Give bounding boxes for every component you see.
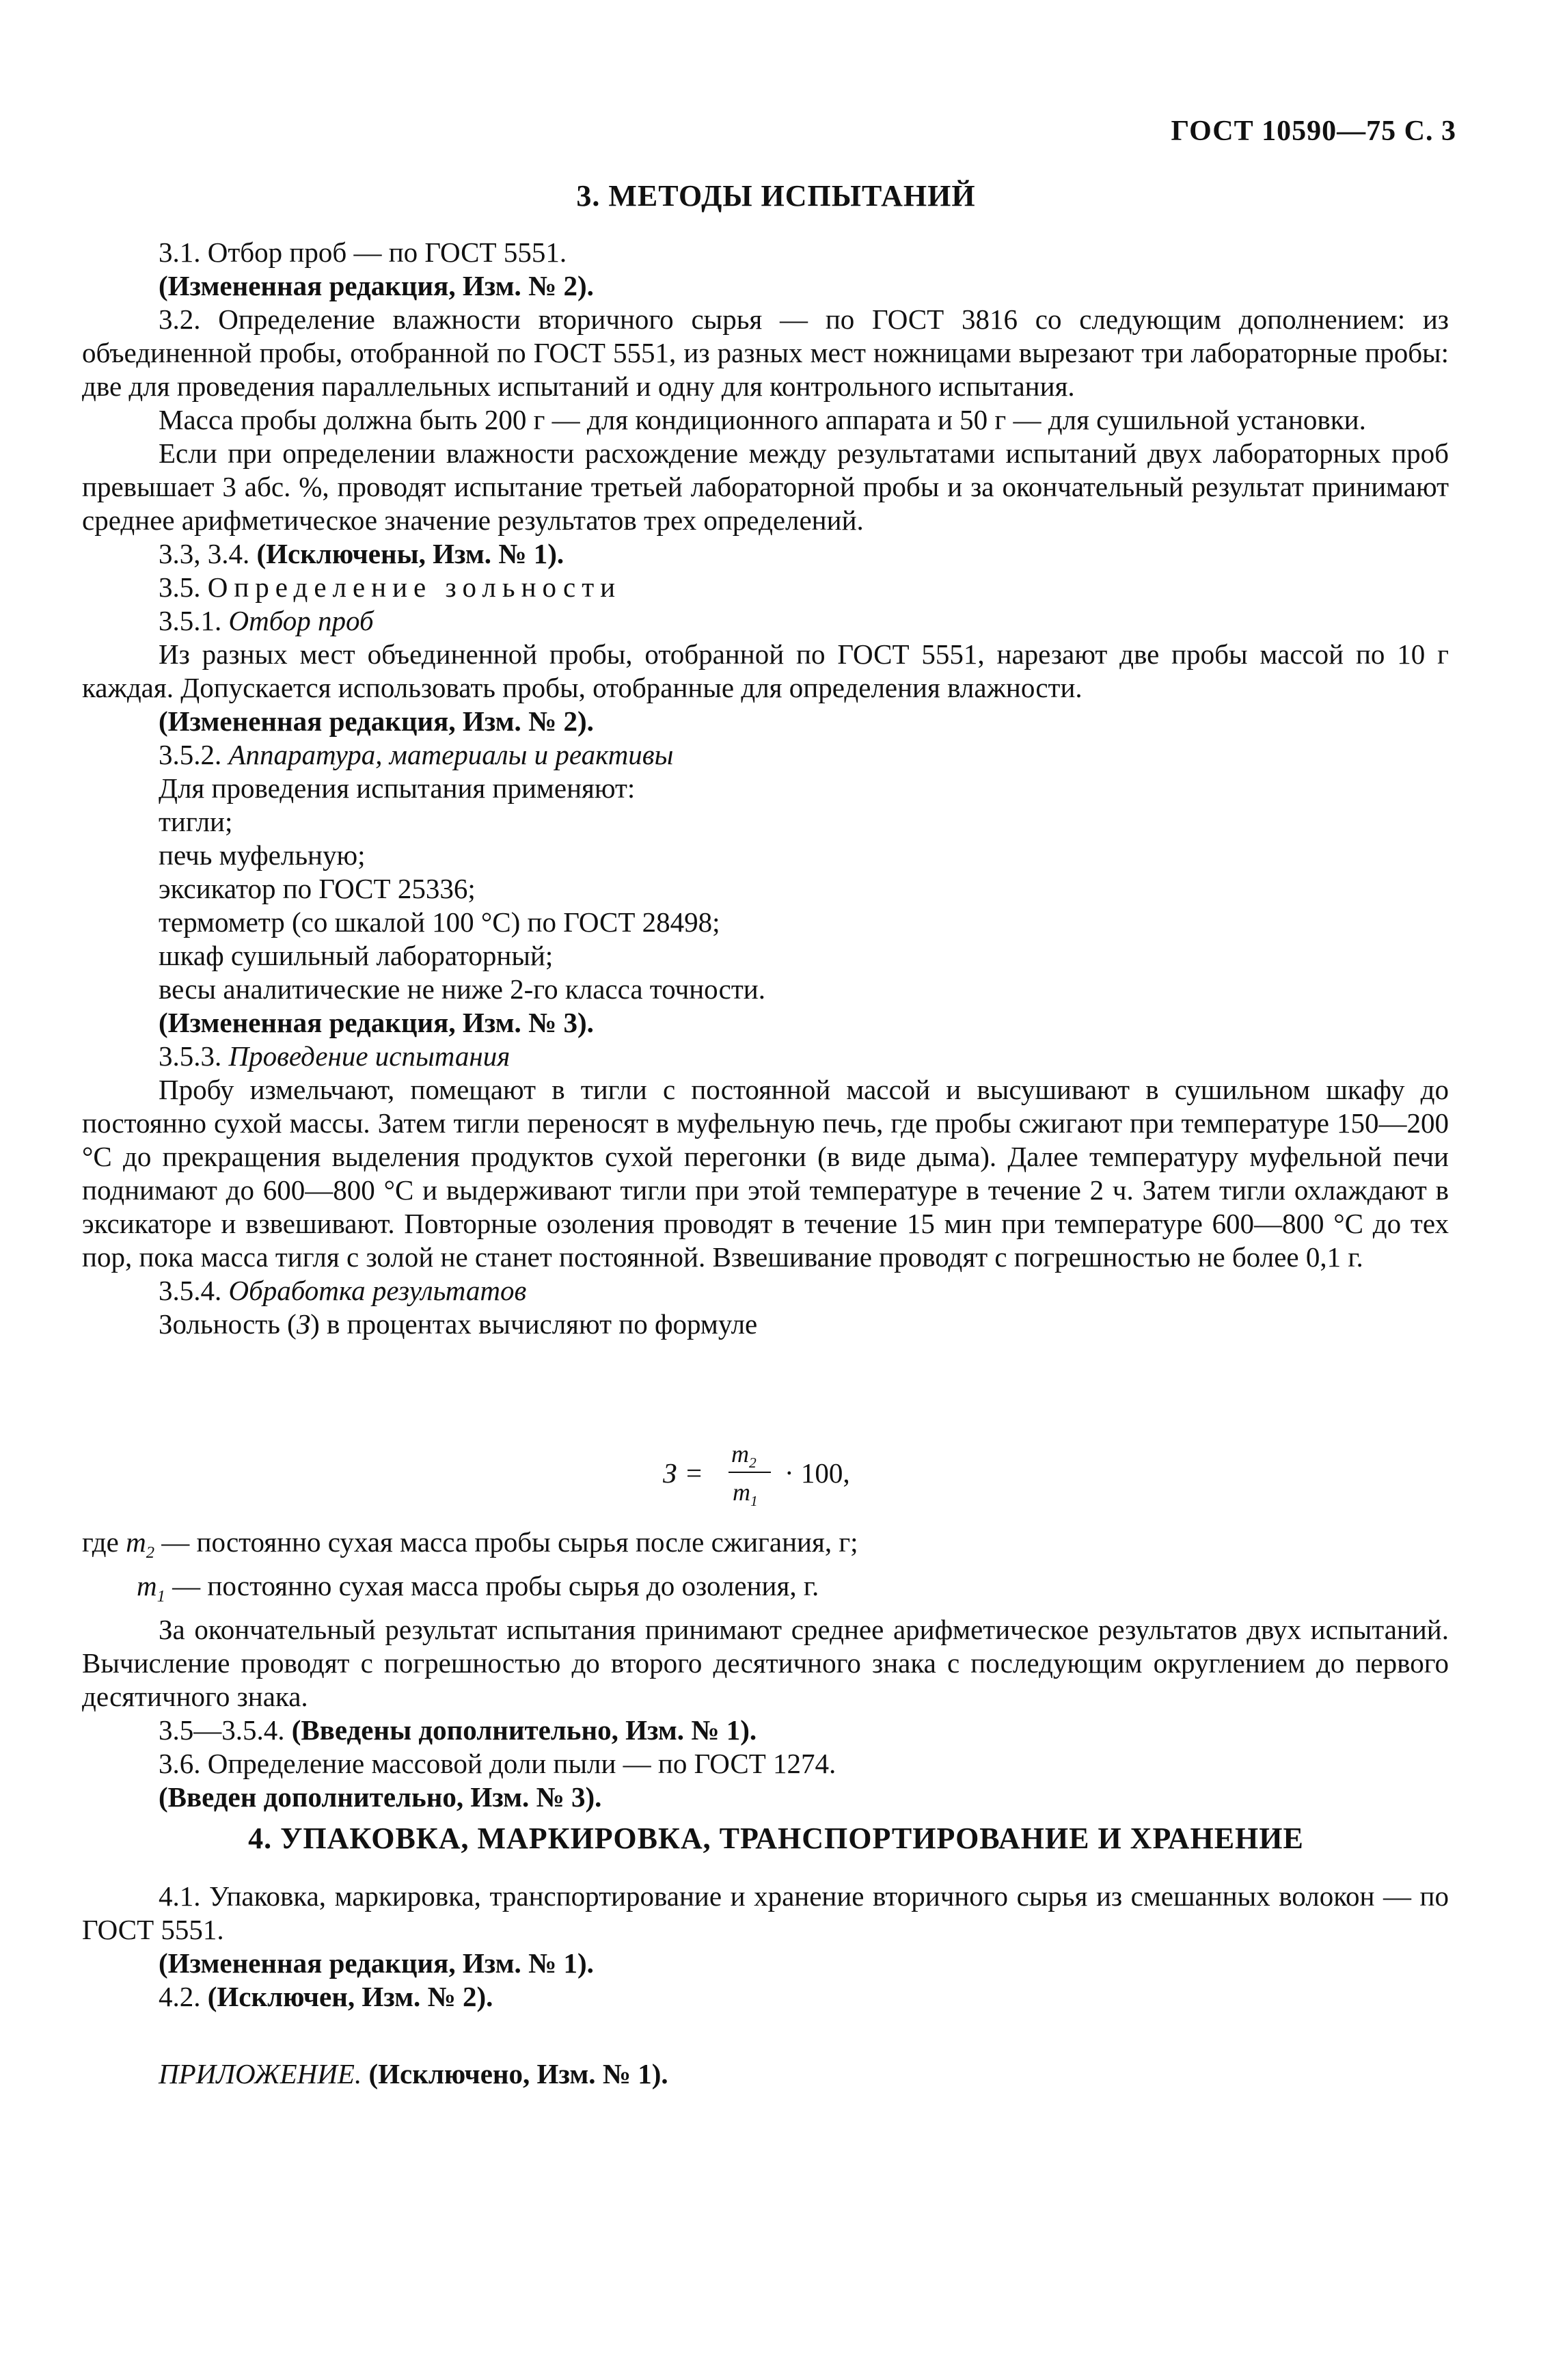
clause-3-3-3-4	[82, 537, 1449, 571]
clause-number: 4.2.	[159, 1981, 208, 2012]
clause-3-5-3	[82, 1040, 1449, 1073]
clause-number: 3.5.3.	[159, 1040, 229, 1072]
fraction-bar	[729, 1472, 771, 1473]
clause-3-5-2	[82, 738, 1449, 772]
denominator-subscript: 1	[750, 1493, 758, 1510]
clause-3-5	[82, 571, 1449, 604]
numerator-subscript: 2	[749, 1455, 757, 1472]
appendix-status: (Исключено, Изм. № 1).	[362, 2058, 668, 2090]
clause-number: 3.5.1.	[159, 605, 229, 636]
equipment-item: весы аналитические не ниже 2-го класса точности.	[159, 973, 765, 1005]
text-fragment: — постоянно сухая масса пробы сырья до озоления, г.	[165, 1570, 819, 1602]
ash-symbol: З	[296, 1308, 311, 1340]
appendix-label: ПРИЛОЖЕНИЕ.	[159, 2058, 362, 2090]
clause-4-2	[82, 1980, 1449, 2014]
clause-note: (Исключены, Изм. № 1).	[256, 538, 564, 569]
text-fragment: ) в процентах вычисляют по формуле	[310, 1308, 758, 1340]
clause-title: Аппаратура, материалы и реактивы	[228, 739, 674, 770]
paragraph-procedure: Пробу измельчают, помещают в тигли с постоянной массой и высушивают в сушильном шкафу до постоянно сухой массы. Затем тигли переносят в муфельную печь, где пробы сжигают при температуре 150—200 °С до прекращения выделения продуктов сухой перегонки (в виде дыма). Далее температуру муфельной печи поднимают до 600—800 °С и выдерживают тигли при этой температуре в течение 2 ч. Затем тигли охлаждают в эксикаторе и взвешивают. Повторные озоления проводят в течение 15 мин при температуре 600—800 °С до тех пор, пока масса тигля с золой не станет постоянной. Взвешивание проводят с погрешностью не более 0,1 г.	[82, 1074, 1449, 1273]
clause-number: 3.3, 3.4.	[159, 538, 257, 569]
paragraph-apply: Для проведения испытания применяют:	[159, 772, 636, 804]
equipment-item: печь муфельную;	[159, 839, 366, 871]
clause-title: Определение зольности	[207, 571, 622, 603]
clause-number: 3.5.2.	[159, 739, 229, 770]
numerator-symbol: m	[731, 1440, 749, 1468]
section-3-body-continued	[82, 1526, 1449, 1814]
formula-equals: =	[686, 1457, 703, 1489]
equipment-item: эксикатор по ГОСТ 25336;	[159, 873, 476, 904]
text-fragment: где	[82, 1526, 126, 1558]
symbol: m	[137, 1570, 157, 1602]
denominator-symbol: m	[733, 1478, 750, 1506]
clause-3-1: 3.1. Отбор проб — по ГОСТ 5551.	[159, 236, 567, 268]
paragraph-mass: Масса пробы должна быть 200 г — для кондиционного аппарата и 50 г — для сушильной установки.	[159, 404, 1366, 435]
page-header: ГОСТ 10590—75 С. 3	[1171, 116, 1456, 147]
equipment-item: тигли;	[159, 806, 233, 837]
formula-multiplier: · 100,	[785, 1457, 850, 1489]
clause-3-6: 3.6. Определение массовой доли пыли — по ГОСТ 1274.	[159, 1748, 836, 1780]
appendix-note	[82, 2057, 1449, 2091]
appendix-line	[82, 2057, 1449, 2091]
clause-3-5-1	[82, 604, 1449, 638]
clause-3-6-note: (Введен дополнительно, Изм. № 3).	[159, 1781, 602, 1813]
paragraph-discrepancy: Если при определении влажности расхождение между результатами испытаний двух лабораторных проб превышает 3 абс. %, проводят испытание третьей лабораторной пробы и за окончательный результат принимают среднее арифметическое значение результатов трех определений.	[82, 437, 1449, 536]
paragraph-final-result: За окончательный результат испытания принимают среднее арифметическое результатов двух испытаний. Вычисление проводят с погрешностью до второго десятичного знака с последующим округлением до первого десятичного знака.	[82, 1614, 1449, 1713]
formula-where-m2	[82, 1526, 1449, 1569]
text-fragment: Зольность (	[159, 1308, 297, 1340]
clause-3-2: 3.2. Определение влажности вторичного сырья — по ГОСТ 3816 со следующим дополнением: из объединенной пробы, отобранной по ГОСТ 5551, из разных мест ножницами вырезают три лабораторные пробы: две для проведения параллельных испытаний и одну для контрольного испытания.	[82, 303, 1449, 402]
text-fragment: — постоянно сухая масса пробы сырья после сжигания, г;	[154, 1526, 858, 1558]
equipment-item: шкаф сушильный лабораторный;	[159, 940, 554, 971]
clause-3-5-range	[82, 1714, 1449, 1747]
clause-number: 3.5.4.	[159, 1275, 229, 1306]
ash-formula	[663, 1432, 936, 1510]
formula-lhs: З	[663, 1457, 677, 1489]
subscript: 1	[156, 1587, 165, 1606]
clause-4-1: 4.1. Упаковка, маркировка, транспортирование и хранение вторичного сырья из смешанных волокон — по ГОСТ 5551.	[82, 1880, 1449, 1945]
paragraph-ash-formula-intro	[82, 1308, 1449, 1341]
clause-4-1-note: (Измененная редакция, Изм. № 1).	[159, 1947, 594, 1979]
clause-title: Отбор проб	[228, 605, 374, 636]
formula-denominator	[733, 1476, 758, 1518]
paragraph-equipment-note: (Измененная редакция, Изм. № 3).	[159, 1007, 594, 1038]
clause-3-5-4	[82, 1274, 1449, 1308]
equipment-item: термометр (со шкалой 100 °С) по ГОСТ 28498;	[159, 906, 720, 938]
clause-note: (Исключен, Изм. № 2).	[207, 1981, 493, 2012]
subscript: 2	[146, 1543, 154, 1563]
section-4-title: 4. УПАКОВКА, МАРКИРОВКА, ТРАНСПОРТИРОВАНИЕ И ХРАНЕНИЕ	[248, 1822, 1304, 1855]
clause-title: Обработка результатов	[228, 1275, 527, 1306]
clause-number: 3.5—3.5.4.	[159, 1714, 292, 1746]
formula-numerator	[731, 1437, 757, 1480]
clause-title: Проведение испытания	[228, 1040, 510, 1072]
section-4-body	[82, 1880, 1449, 2014]
formula-where-m1	[82, 1569, 1449, 1613]
section-3-title: 3. МЕТОДЫ ИСПЫТАНИЙ	[576, 179, 976, 213]
section-3-body	[82, 236, 1449, 1341]
paragraph-sampling-note: (Измененная редакция, Изм. № 2).	[159, 705, 594, 737]
clause-3-1-note: (Измененная редакция, Изм. № 2).	[159, 270, 594, 301]
clause-number: 3.5.	[159, 571, 208, 603]
clause-note: (Введены дополнительно, Изм. № 1).	[291, 1714, 757, 1746]
paragraph-sampling: Из разных мест объединенной пробы, отобранной по ГОСТ 5551, нарезают две пробы массой по 10 г каждая. Допускается использовать пробы, отобранные для определения влажности.	[82, 638, 1449, 703]
symbol: m	[126, 1526, 146, 1558]
